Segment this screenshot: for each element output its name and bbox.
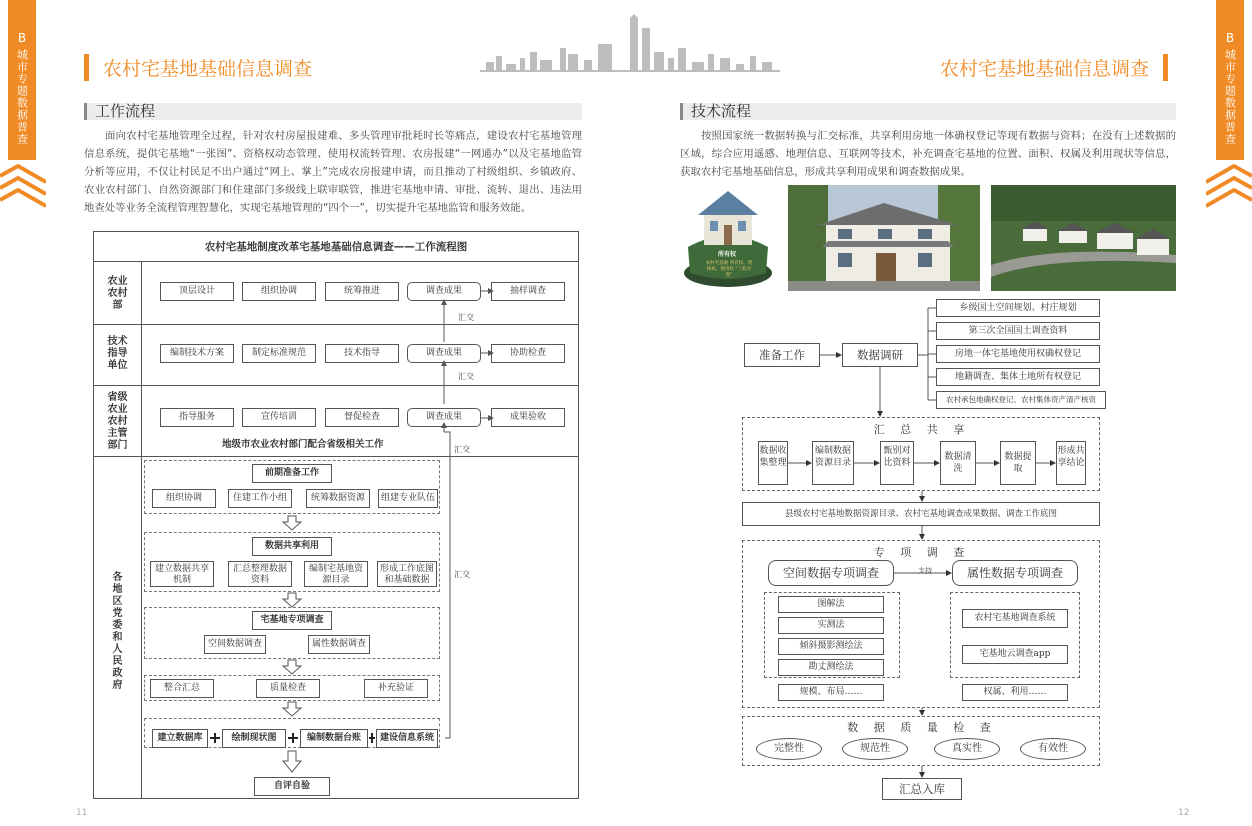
share-step: 数据清洗 [940,441,976,485]
village-houses-photo [991,185,1176,291]
system-box: 农村宅基地调查系统 [962,609,1068,628]
share-title: 汇 总 共 享 [873,423,971,436]
tech-flow-chart [742,296,1106,802]
flow-box: 协助检查 [491,344,565,363]
flow-box: 抽样调查 [491,282,565,301]
flow-box: 形成工作底图和基础数据 [377,561,437,587]
three-rights-caption: 农村宅基地 所有权、资格权、使用权 “三权分置” [705,261,753,278]
huijiao-label: 汇交 [454,445,470,454]
flow-box: 住建工作小组 [228,489,292,508]
flow-box: 督促检查 [325,408,399,427]
side-tab-text: 城市专题数据普查 [15,49,29,145]
qualification-label: 资格权 [684,215,690,230]
row-label-text: 农业农村部 [107,276,128,311]
flow-box: 指导服务 [160,408,234,427]
row-label-text: 省级农业农村主管部门 [107,392,128,451]
ownership-label: 所有权 [718,251,737,258]
flow-box: 组织协调 [152,489,216,508]
spatial-result-box: 规模、布局…… [778,684,884,701]
flow-box: 质量检查 [256,679,320,698]
share-step: 编制数据资源目录 [812,441,854,485]
side-tab-letter: B [17,31,27,45]
side-tab-right [1216,0,1244,160]
workflow-paragraph: 面向农村宅基地管理全过程，针对农村房屋报建难、多头管理审批耗时长等痛点，建设农村宅基地管理信息系统，提供宅基地“一张图”、资格权动态管理、使用权流转管理、农房报建“一网通办”以及宅基地监管分析等应用，不仅让村民足不出户通过“网上、掌上”完成农房报建申请，而且推动了村级组织、乡镇政府、农业农村部门、自然资源部门和住建部门多级线上联审联管，推进宅基地申请、审批、流转、退出、违法用地查处等业务全流程管理智慧化，实现宅基地管理的“四个一”，切实提升宅基地监管和服务效能。 [84,130,582,214]
flow-box: 统筹推进 [325,282,399,301]
flow-box: 技术指导 [325,344,399,363]
flow-box-result: 调查成果 [407,408,481,427]
use-right-label: 使用权 [764,215,770,230]
check-oval: 完整性 [756,738,822,760]
check-oval: 真实性 [934,738,1000,760]
side-tab-text: 城市专题数据普查 [1223,49,1237,145]
source-box: 房地一体宅基地使用权确权登记 [936,345,1100,363]
flow-box: 制定标准规范 [242,344,316,363]
page-number-right: 12 [1178,808,1190,818]
final-box: 汇总入库 [882,778,962,800]
share-step: 形成共享结论 [1056,441,1086,485]
support-label: 支持 [918,567,932,575]
stage-title: 宅基地专项调查 [252,611,332,630]
prep-box: 准备工作 [744,343,820,367]
flow-box: 宣传培训 [242,408,316,427]
side-tab-letter: B [1225,31,1235,45]
flow-box: 绘制现状图 [222,729,286,748]
source-box: 第三次全国国土调查资料 [936,322,1100,340]
check-oval: 有效性 [1020,738,1086,760]
city-skyline-decoration [480,8,780,80]
page-number-left: 11 [76,808,88,818]
attribute-survey-box: 属性数据专项调查 [952,560,1078,586]
flow-box: 建立数据共享机制 [150,561,214,587]
flow-box: 成果验收 [491,408,565,427]
flow-box-result: 调查成果 [407,282,481,301]
flow-box: 属性数据调查 [308,635,370,654]
page-title-right: 农村宅基地基础信息调查 [940,54,1168,81]
spatial-survey-box: 空间数据专项调查 [768,560,894,586]
row-label-text: 各地区党委和人民政府 [112,572,123,691]
system-box: 宅基地云调查app [962,645,1068,664]
flow-box: 建设信息系统 [376,729,438,748]
flow-box: 组建专业队伍 [378,489,438,508]
flow-box: 空间数据调查 [204,635,266,654]
huijiao-label: 汇交 [458,372,474,381]
method-box: 实测法 [778,617,884,634]
flow-box-result: 调查成果 [407,344,481,363]
workflow-chart-title: 农村宅基地制度改革宅基地基础信息调查——工作流程图 [94,232,578,262]
share-step: 数据提取 [1000,441,1036,485]
flow-box: 整合汇总 [150,679,214,698]
flow-box: 统筹数据资源 [306,489,370,508]
flow-box: 顶层设计 [160,282,234,301]
flow-box: 补充验证 [364,679,428,698]
attr-result-box: 权属、利用…… [962,684,1068,701]
share-step: 甄别对比资料 [880,441,914,485]
stripes-decoration-right [1206,162,1252,210]
page-title-left: 农村宅基地基础信息调查 [84,54,312,81]
output-box: 县级农村宅基地数据资源目录、农村宅基地调查成果数据、调查工作底图 [742,502,1100,526]
row-label-text: 技术指导单位 [107,336,128,371]
flow-box: 汇总整理数据资料 [228,561,292,587]
huijiao-label: 汇交 [454,570,470,579]
source-box: 农村承包地确权登记、农村集体资产清产核资 [936,391,1106,409]
source-box: 乡级国土空间规划、村庄规划 [936,299,1100,317]
city-note: 地级市农业农村部门配合省级相关工作 [222,439,384,450]
flow-box-final: 自评自验 [254,777,330,796]
method-box: 倾斜摄影测绘法 [778,638,884,655]
survey-title: 专 项 调 查 [873,546,971,559]
huijiao-label: 汇交 [458,313,474,322]
method-box: 勘丈测绘法 [778,659,884,676]
flow-box: 建立数据库 [152,729,208,748]
research-box: 数据调研 [842,343,918,367]
section-title-workflow: 工作流程 [84,103,582,120]
three-rights-illustration [678,185,778,291]
flow-box: 组织协调 [242,282,316,301]
tech-paragraph: 按照国家统一数据转换与汇交标准，共享利用房地一体确权登记等现有数据与资料；在没有上述数据的区域，综合应用遥感、地理信息、互联网等技术，补充调查宅基地的位置、面积、权属及利用现状等信息，获取农村宅基地基础信息，形成共享利用成果和调查数据成果。 [680,130,1176,178]
stage-title: 数据共享利用 [252,537,332,556]
stripes-decoration-left [0,162,46,210]
section-title-tech: 技术流程 [680,103,1176,120]
quality-title: 数 据 质 量 检 查 [847,721,997,734]
share-step: 数据收集整理 [758,441,788,485]
workflow-connectors [94,232,580,800]
stage-title: 前期准备工作 [252,464,332,483]
side-tab-left [8,0,36,160]
workflow-chart [93,231,579,799]
flow-box: 编制数据台账 [300,729,368,748]
rural-house-photo [788,185,980,291]
check-oval: 规范性 [842,738,908,760]
flow-box: 编制技术方案 [160,344,234,363]
method-box: 图解法 [778,596,884,613]
source-box: 地籍调查、集体土地所有权登记 [936,368,1100,386]
flow-box: 编制宅基地资源目录 [304,561,368,587]
tech-flow-connectors [742,296,1106,802]
